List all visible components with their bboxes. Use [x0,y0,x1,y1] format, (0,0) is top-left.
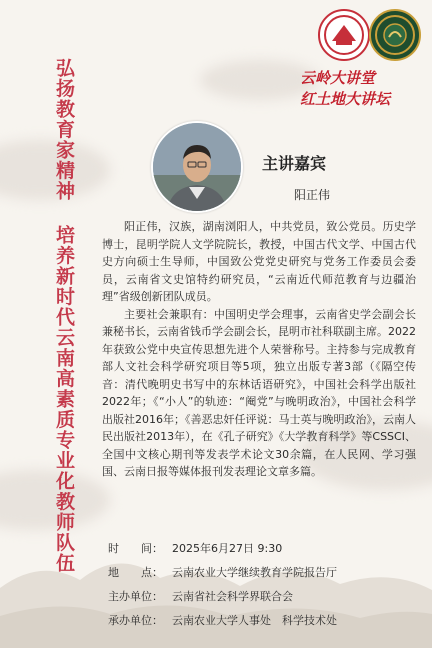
event-place-row [108,564,337,580]
brand-title-line-1: 云岭大讲堂 [300,69,376,87]
event-organizer-value: 云南农业大学人事处 科学技术处 [172,614,337,627]
event-time-row [108,540,282,556]
event-organizer-label: 承办单位： [108,614,163,627]
event-host-value: 云南省社会科学界联合会 [172,590,293,603]
event-time-label: 时 间： [108,542,163,555]
speaker-name: 阳正伟 [294,188,331,202]
event-host-row [108,588,293,604]
bio-paragraph-1: 阳正伟，汉族，湖南浏阳人，中共党员，致公党员。历史学博士，昆明学院人文学院院长，教授，中国古代文学、中国古代史方向硕士生导师，中国致公党党史研究与党务工作委员会委员，云南省文史馆特约研究员，“云南近代师范教育与边疆治理”省级创新团队成员。 [102,220,416,303]
university-emblem-icon [318,9,370,61]
brand-title-line-2: 红土地大讲坛 [300,90,391,108]
event-organizer-row [108,612,337,628]
speaker-biography [102,218,416,481]
bio-paragraph-2: 主要社会兼职有：中国明史学会理事，云南省史学会副会长兼秘书长，云南省钱币学会副会长，昆明市社科联副主席。2022年获致公党中央宣传思想先进个人荣誉称号。主持参与完成教育部人文社会科学研究项目等5项，独立出版专著3部（《隔空传音：清代晚明史书写中的东林话语研究》，中国社会科学出版社2022年；《“小人”的轨迹：“阉党”与晚明政治》，中国社会科学出版社2016年；《善恶忠奸任评说：马士英与晚明政治》，云南人民出版社2013年），在《孔子研究》《大学教育科学》等CSSCI、全国中文核心期刊等发表学术论文30余篇，在人民网、学习强国、云南日报等媒体报刊发表理论文章多篇。 [102,307,416,478]
vertical-slogan: 弘扬教育家精神 培养新时代云南高素质专业化教师队伍 [53,58,75,574]
event-host-label: 主办单位： [108,590,163,603]
speaker-heading: 主讲嘉宾 [262,154,327,173]
event-place-value: 云南农业大学继续教育学院报告厅 [172,566,337,579]
event-time-value: 2025年6月27日 9:30 [172,542,283,555]
event-place-label: 地 点： [108,566,163,579]
speaker-photo [151,121,243,213]
academy-emblem-icon [369,9,421,61]
